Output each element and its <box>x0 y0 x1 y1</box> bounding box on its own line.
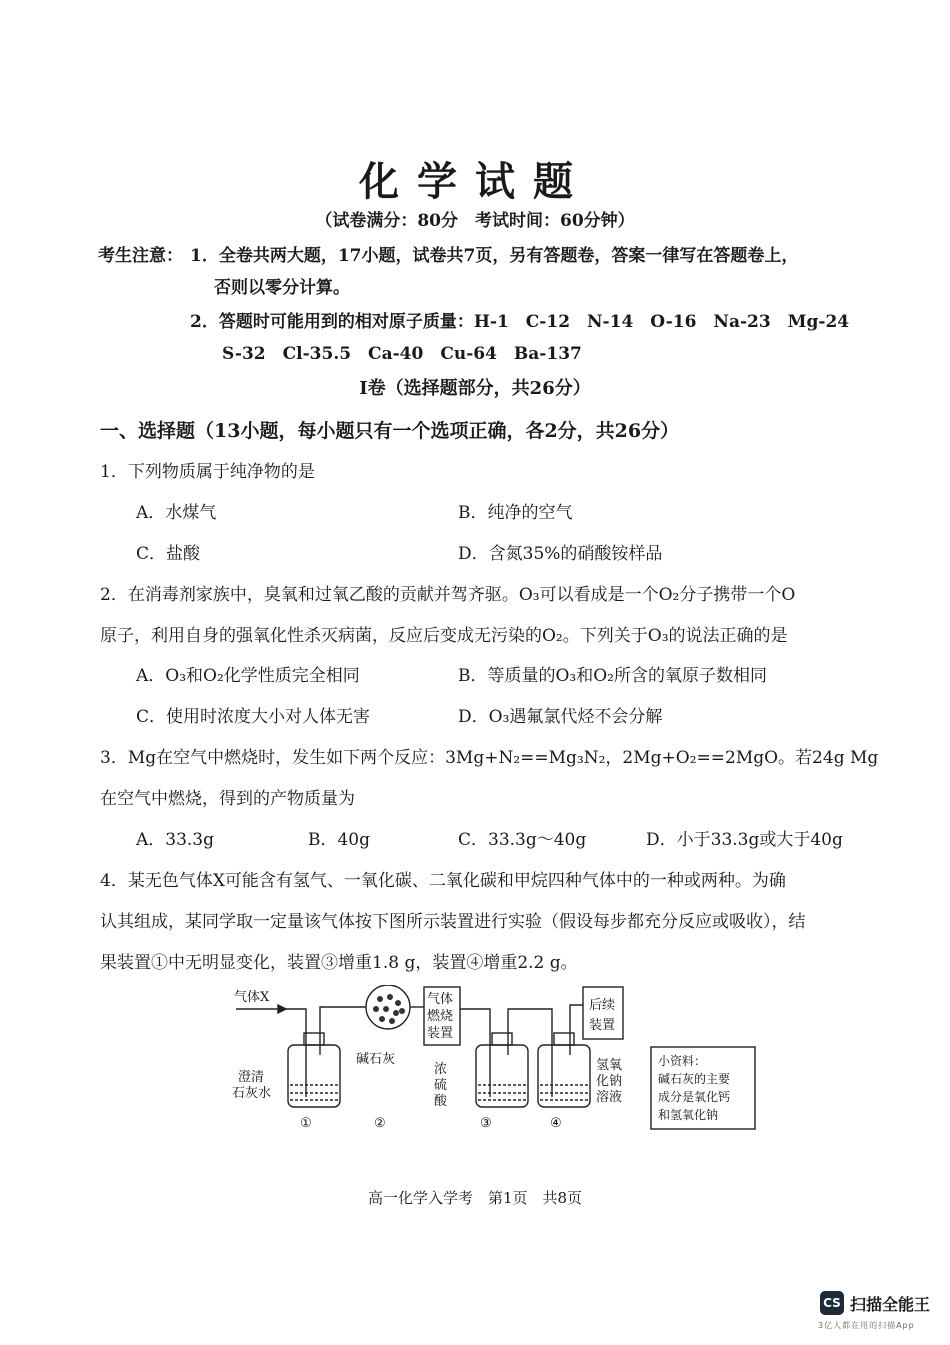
note-line-3: 和氢氧化钠 <box>658 1108 719 1122</box>
naoh-label-2: 化钠 <box>596 1074 623 1089</box>
camscanner-tagline: 3亿人都在用的扫描App <box>818 1321 915 1330</box>
question-1-option-c: C．盐酸 <box>136 544 201 564</box>
notice-item-1-cont: 否则以零分计算。 <box>214 278 350 298</box>
note-line-2: 成分是氧化钙 <box>658 1090 731 1104</box>
burner-label-2: 燃烧 <box>427 1009 454 1024</box>
question-3-stem-line-1: 3．Mg在空气中燃烧时，发生如下两个反应：3Mg+N₂==Mg₃N₂，2Mg+O₂==2MgO。若24g Mg <box>100 748 879 768</box>
question-3-option-b: B．40g <box>308 830 371 850</box>
bottle-1-outlet-tube <box>320 1007 348 1055</box>
question-2-option-d: D．O₃遇氟氯代烃不会分解 <box>458 707 663 727</box>
page-title: 化学试题 <box>359 159 591 205</box>
question-4-stem-line-1: 4．某无色气体X可能含有氢气、一氧化碳、二氧化碳和甲烷四种气体中的一种或两种。为确 <box>100 871 786 891</box>
apparatus-diagram <box>228 985 768 1135</box>
camscanner-name: 扫描全能王 <box>850 1295 931 1314</box>
question-4-stem-line-3: 果装置①中无明显变化，装置③增重1.8 g，装置④增重2.2 g。 <box>100 953 578 973</box>
burner-outlet-tube <box>460 1009 490 1055</box>
apparatus-number-3: ③ <box>480 1116 492 1131</box>
naoh-label-3: 溶液 <box>596 1090 623 1105</box>
question-3-option-d: D．小于33.3g或大于40g <box>646 830 843 850</box>
question-1-option-a: A．水煤气 <box>136 503 217 523</box>
notice-item-2-cont: S-32 Cl-35.5 Ca-40 Cu-64 Ba-137 <box>222 344 582 364</box>
followup-label-1: 后续 <box>589 998 616 1013</box>
notice-item-1: 1．全卷共两大题，17小题，试卷共7页，另有答题卷，答案一律写在答题卷上， <box>190 246 799 266</box>
section-title: 一、选择题（13小题，每小题只有一个选项正确，各2分，共26分） <box>100 420 680 442</box>
followup-label-2: 装置 <box>589 1018 616 1033</box>
conc-acid-label-3: 酸 <box>434 1094 448 1109</box>
question-2-stem-line-2: 原子，利用自身的强氧化性杀灭病菌，反应后变成无污染的O₂。下列关于O₃的说法正确的是 <box>100 626 788 646</box>
burner-label-3: 装置 <box>427 1026 454 1041</box>
camscanner-logo-icon: CS <box>820 1291 844 1315</box>
exam-info: （试卷满分：80分 考试时间：60分钟） <box>315 211 635 231</box>
question-1-stem: 1．下列物质属于纯净物的是 <box>100 462 315 482</box>
bottle-1 <box>288 1045 340 1107</box>
bottle-1-inlet-tube <box>286 1009 306 1097</box>
question-3-option-c: C．33.3g～40g <box>458 830 587 850</box>
question-3-option-a: A．33.3g <box>136 830 215 850</box>
question-2-option-b: B．等质量的O₃和O₂所含的氧原子数相同 <box>458 666 767 686</box>
naoh-label-1: 氢氧 <box>596 1058 623 1073</box>
bottle-3 <box>476 1045 528 1107</box>
notice-item-2: 2．答题时可能用到的相对原子质量：H-1 C-12 N-14 O-16 Na-23 Mg-24 <box>190 312 850 332</box>
limewater-label-2: 石灰水 <box>232 1086 272 1101</box>
question-4-stem-line-2: 认其组成，某同学取一定量该气体按下图所示装置进行实验（假设每步都充分反应或吸收），结 <box>100 912 806 932</box>
apparatus-number-2: ② <box>374 1116 386 1131</box>
question-1-option-d: D．含氮35%的硝酸铵样品 <box>458 544 663 564</box>
question-1-option-b: B．纯净的空气 <box>458 503 573 523</box>
bottle-4 <box>538 1045 590 1107</box>
apparatus-number-4: ④ <box>550 1116 562 1131</box>
question-2-option-c: C．使用时浓度大小对人体无害 <box>136 707 371 727</box>
note-line-1: 碱石灰的主要 <box>658 1072 731 1086</box>
notice-label: 考生注意： <box>98 246 183 266</box>
question-2-stem-line-1: 2．在消毒剂家族中，臭氧和过氧乙酸的贡献并驾齐驱。O₃可以看成是一个O₂分子携带一个O <box>100 585 796 605</box>
question-3-stem-line-2: 在空气中燃烧，得到的产物质量为 <box>100 789 355 809</box>
burner-label-1: 气体 <box>427 992 454 1007</box>
page-footer: 高一化学入学考 第1页 共8页 <box>367 1189 583 1207</box>
conc-acid-label-1: 浓 <box>434 1062 448 1077</box>
conc-acid-label-2: 硫 <box>434 1078 448 1093</box>
limewater-label-1: 澄清 <box>238 1070 265 1085</box>
soda-lime-label: 碱石灰 <box>356 1052 396 1067</box>
bottle-1-neck <box>304 1033 324 1045</box>
gas-x-label: 气体X <box>234 990 270 1005</box>
part-title: I卷（选择题部分，共26分） <box>359 378 591 399</box>
question-2-option-a: A．O₃和O₂化学性质完全相同 <box>136 666 360 686</box>
bottle-4-outlet-tube <box>570 1005 583 1055</box>
note-title: 小资料： <box>658 1054 707 1068</box>
apparatus-number-1: ① <box>300 1116 312 1131</box>
